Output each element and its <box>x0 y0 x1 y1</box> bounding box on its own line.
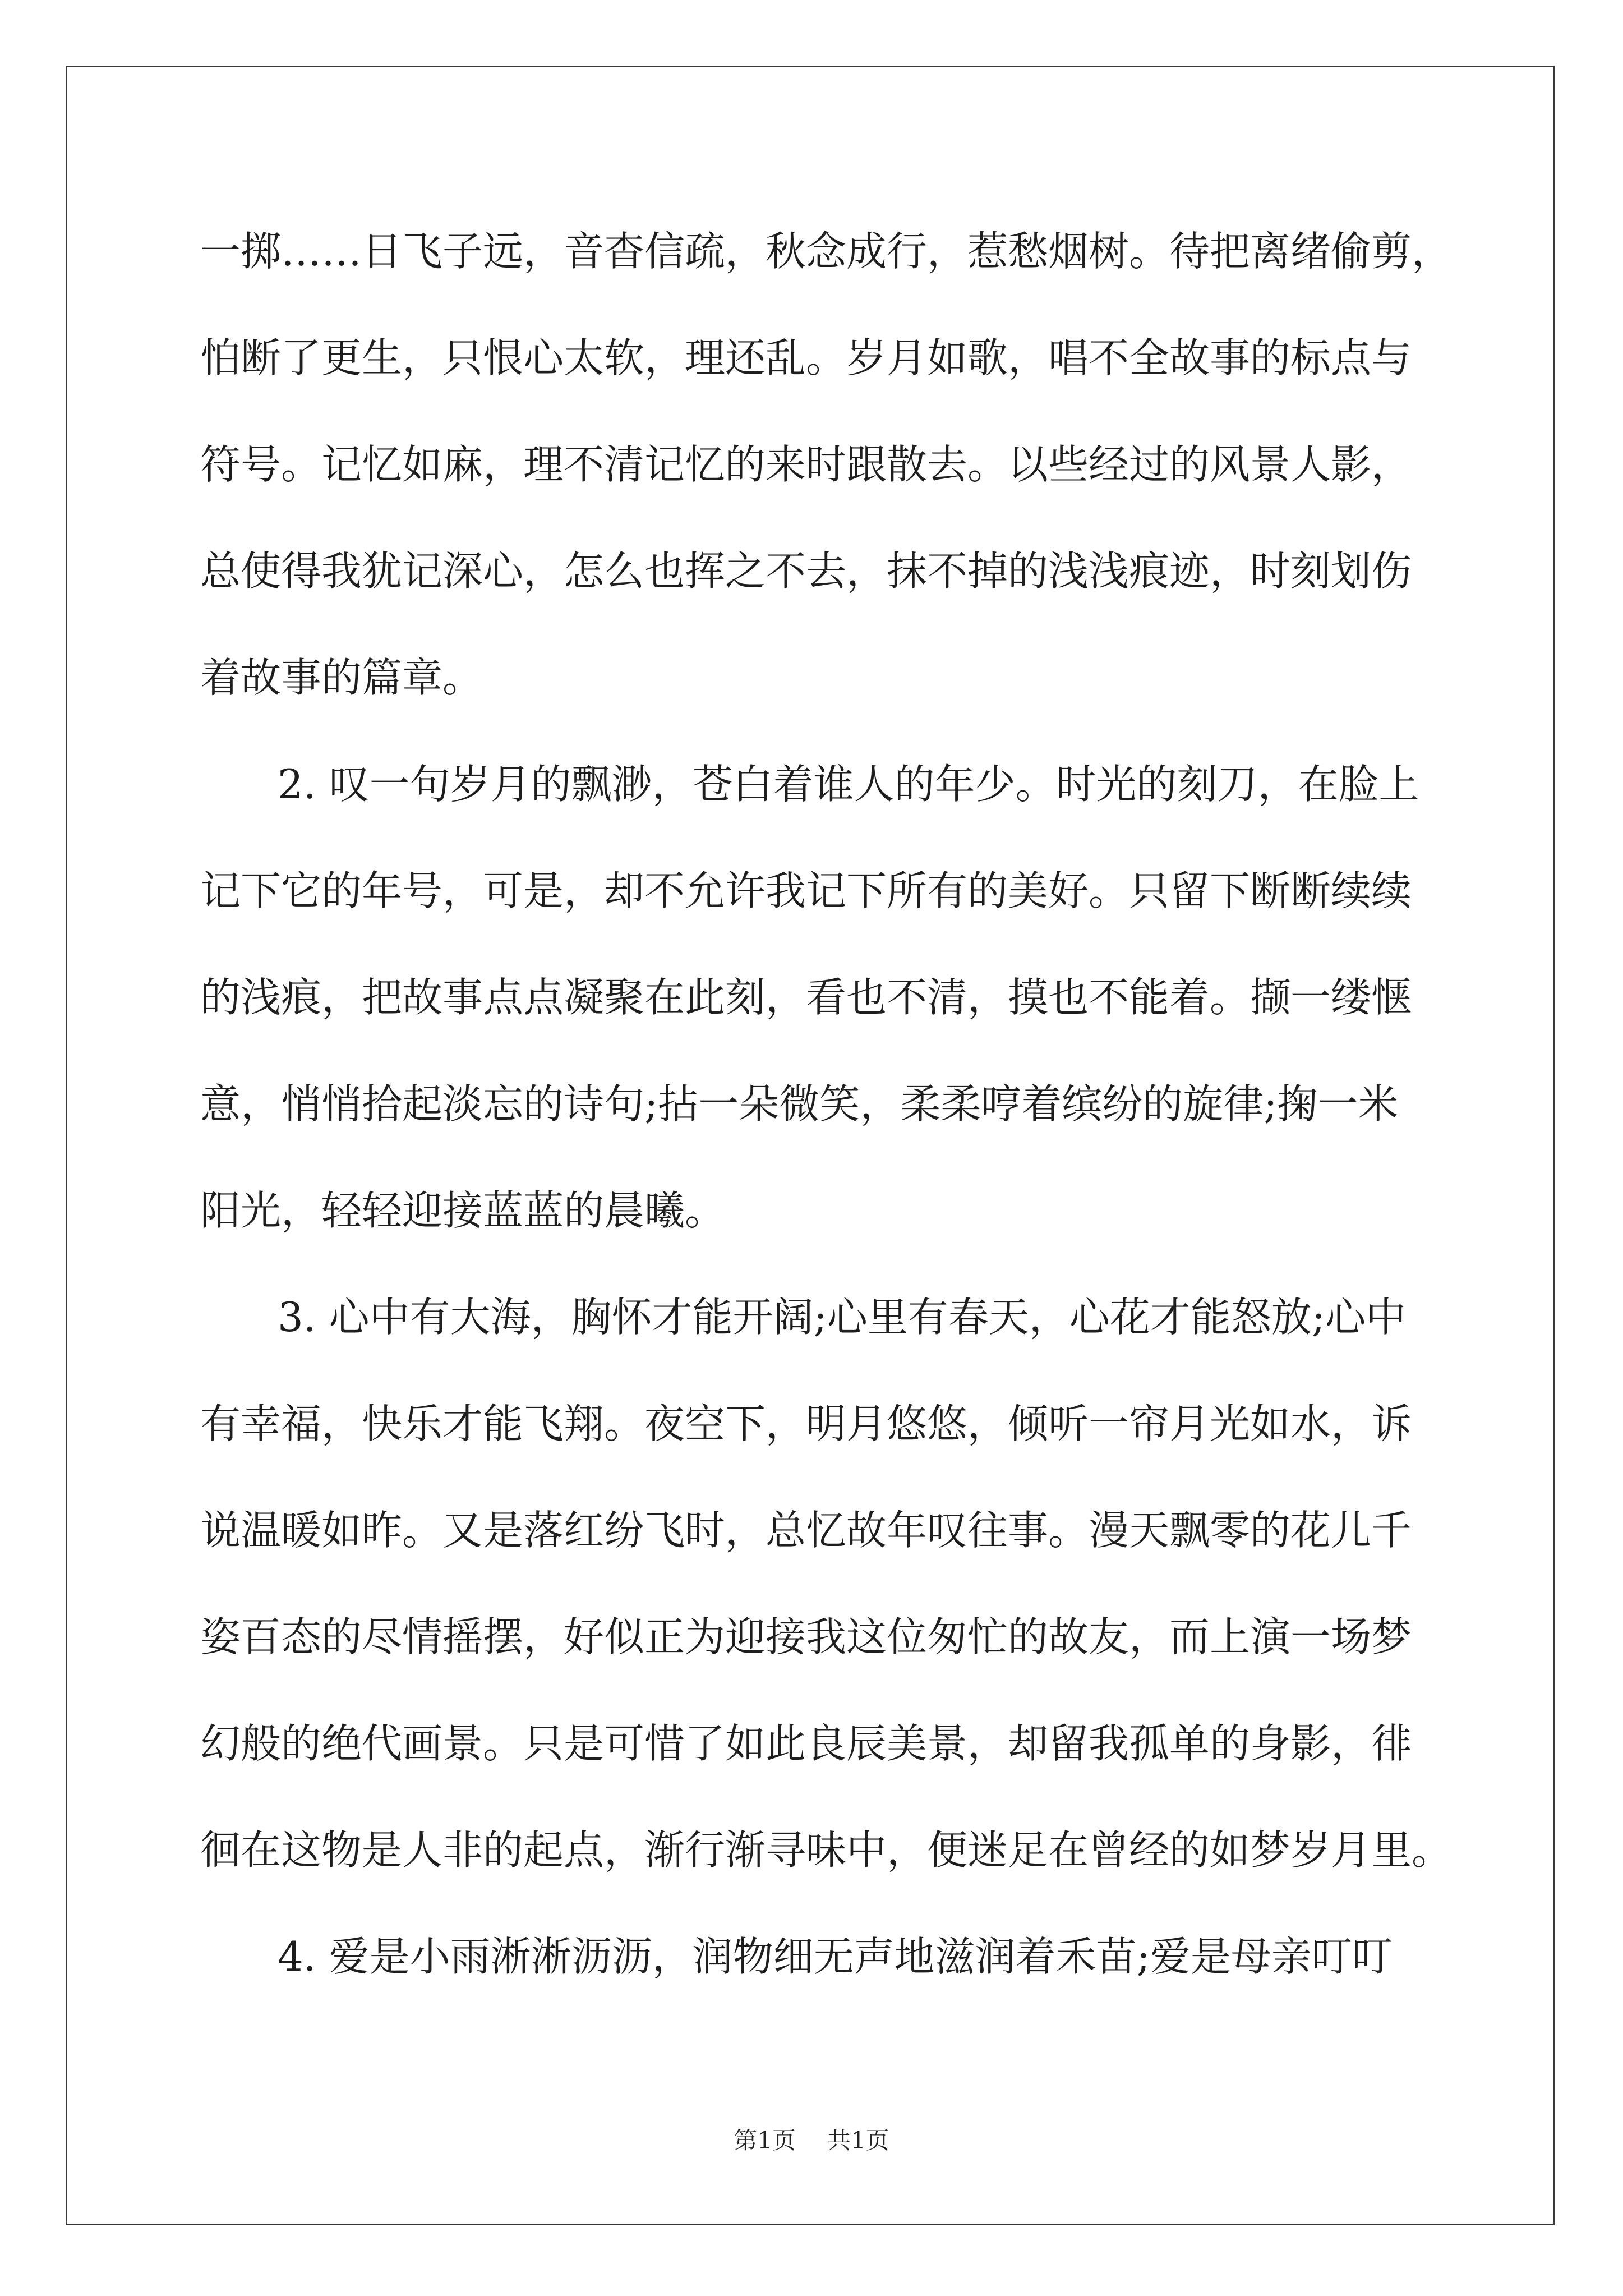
text-line: 记下它的年号，可是，却不允许我记下所有的美好。只留下断断续续 <box>200 867 1412 914</box>
text-line: 意，悄悄拾起淡忘的诗句;拈一朵微笑，柔柔哼着缤纷的旋律;掬一米 <box>200 1080 1399 1128</box>
paragraph-2 <box>200 731 1501 1264</box>
paragraph-4 <box>200 1903 1501 2010</box>
paragraph-continued <box>200 198 1501 731</box>
text-line: 说温暖如昨。又是落红纷飞时，总忆故年叹往事。漫天飘零的花儿千 <box>200 1507 1412 1554</box>
text-line: 3. 心中有大海，胸怀才能开阔;心里有春天，心花才能怒放;心中 <box>278 1294 1407 1341</box>
text-line: 2. 叹一句岁月的飘渺，苍白着谁人的年少。时光的刻刀，在脸上 <box>278 761 1419 808</box>
text-line: 的浅痕，把故事点点凝聚在此刻，看也不清，摸也不能着。撷一缕惬 <box>200 974 1412 1021</box>
text-line: 一掷……日飞子远，音杳信疏，秋念成行，惹愁烟树。待把离绪偷剪， <box>200 228 1453 275</box>
paragraph-3 <box>200 1264 1501 1903</box>
text-line: 符号。记忆如麻，理不清记忆的来时跟散去。以些经过的风景人影， <box>200 441 1412 488</box>
text-line: 总使得我犹记深心，怎么也挥之不去，抹不掉的浅浅痕迹，时刻划伤 <box>200 547 1412 595</box>
page-footer <box>0 2124 1623 2157</box>
document-body <box>200 198 1501 2010</box>
page-total: 共1页 <box>827 2127 889 2154</box>
text-line: 着故事的篇章。 <box>200 654 483 701</box>
page-number: 第1页 <box>734 2127 796 2154</box>
text-line: 有幸福，快乐才能飞翔。夜空下，明月悠悠，倾听一帘月光如水，诉 <box>200 1400 1412 1447</box>
text-line: 姿百态的尽情摇摆，好似正为迎接我这位匆忙的故友，而上演一场梦 <box>200 1613 1412 1660</box>
text-line: 4. 爱是小雨淅淅沥沥，润物细无声地滋润着禾苗;爱是母亲叮叮 <box>278 1933 1393 1980</box>
text-line: 幻般的绝代画景。只是可惜了如此良辰美景，却留我孤单的身影，徘 <box>200 1720 1412 1767</box>
text-line: 怕断了更生，只恨心太软，理还乱。岁月如歌，唱不全故事的标点与 <box>200 334 1412 381</box>
text-line: 阳光，轻轻迎接蓝蓝的晨曦。 <box>200 1187 726 1234</box>
text-line: 徊在这物是人非的起点，渐行渐寻味中，便迷足在曾经的如梦岁月里。 <box>200 1826 1453 1874</box>
